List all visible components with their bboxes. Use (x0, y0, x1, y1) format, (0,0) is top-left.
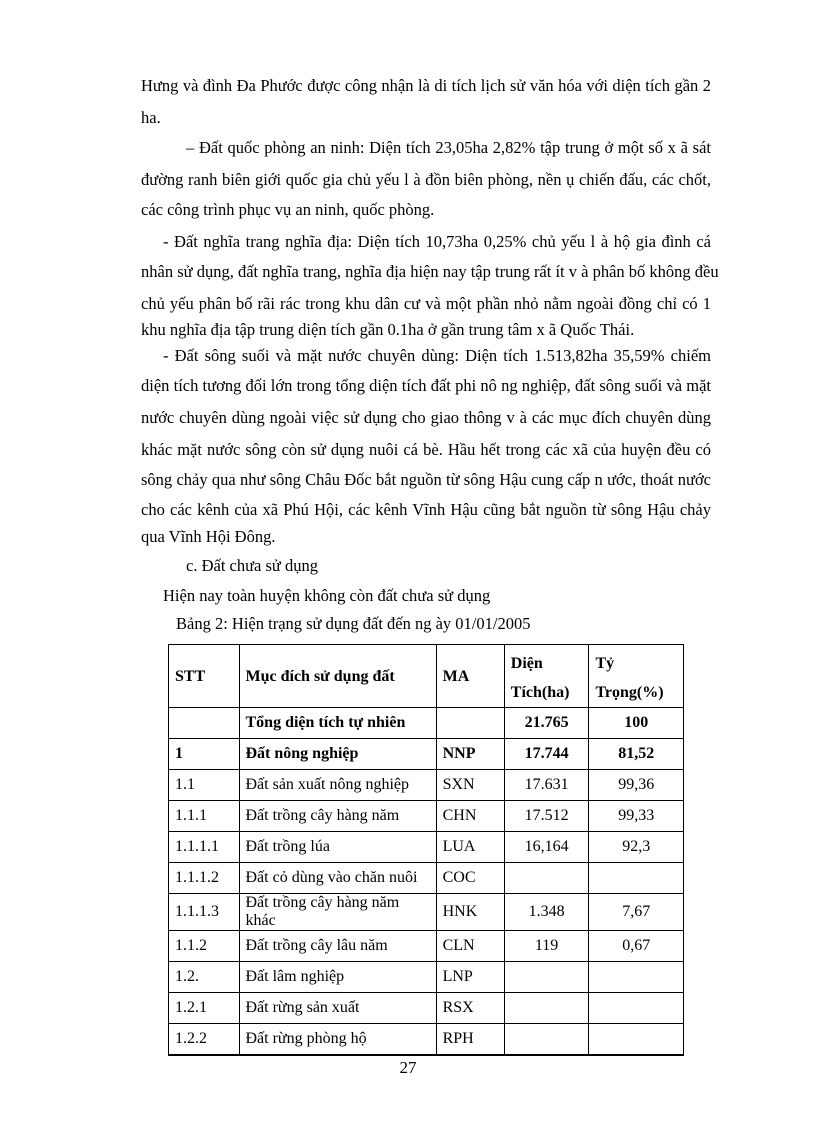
cell-share (589, 1024, 684, 1056)
table-row (169, 801, 684, 832)
table-header-row (169, 645, 684, 708)
paragraph-line: qua Vĩnh Hội Đông. (141, 527, 276, 546)
cell-share: 7,67 (589, 894, 684, 931)
cell-purpose: Đất trồng cây hàng năm (239, 801, 436, 832)
paragraph-line: khu nghĩa địa tập trung diện tích gần 0.1ha ở gần trung tâm x ã Quốc Thái. (141, 320, 635, 339)
table-row (169, 832, 684, 863)
cell-code: COC (436, 863, 504, 894)
cell-stt: 1.1.1.2 (169, 863, 240, 894)
paragraph-line: nhân sử dụng, đất nghĩa trang, nghĩa địa hiện nay tập trung rất ít v à phân bố không đều (141, 262, 719, 281)
cell-area (504, 863, 589, 894)
table-row (169, 1024, 684, 1056)
cell-share: 0,67 (589, 931, 684, 962)
header-stt (169, 645, 240, 708)
cell-purpose: Đất rừng sản xuất (239, 993, 436, 1024)
cell-area: 16,164 (504, 832, 589, 863)
cell-area: 119 (504, 931, 589, 962)
cell-purpose: Đất lâm nghiệp (239, 962, 436, 993)
cell-stt: 1 (169, 739, 240, 770)
cell-stt: 1.2.1 (169, 993, 240, 1024)
paragraph-line: Hiện nay toàn huyện không còn đất chưa sử dụng (163, 586, 491, 605)
paragraph-line: đường ranh biên giới quốc gia chủ yếu l à đồn biên phòng, nền ụ chiến đấu, các chốt, (141, 170, 711, 189)
cell-stt: 1.1.2 (169, 931, 240, 962)
cell-stt (169, 708, 240, 739)
cell-code: CLN (436, 931, 504, 962)
paragraph-line: sông chảy qua như sông Châu Đốc bắt nguồn từ sông Hậu cung cấp n ước, thoát nước (141, 470, 711, 489)
cell-purpose: Đất cỏ dùng vào chăn nuôi (239, 863, 436, 894)
page-number: 27 (399, 1058, 417, 1077)
cell-stt: 1.1.1.1 (169, 832, 240, 863)
cell-share: 99,33 (589, 801, 684, 832)
paragraph-line: các công trình phục vụ an ninh, quốc phòng. (141, 200, 435, 219)
cell-stt: 1.1.1.3 (169, 894, 240, 931)
cell-code: LUA (436, 832, 504, 863)
cell-code: CHN (436, 801, 504, 832)
table-row (169, 993, 684, 1024)
paragraph-line: - Đất nghĩa trang nghĩa địa: Diện tích 10,73ha 0,25% chủ yếu l à hộ gia đình cá (163, 232, 711, 251)
cell-code (436, 708, 504, 739)
table-row (169, 739, 684, 770)
table-row (169, 931, 684, 962)
cell-area: 17.631 (504, 770, 589, 801)
cell-share (589, 863, 684, 894)
cell-share (589, 962, 684, 993)
cell-stt: 1.1 (169, 770, 240, 801)
header-area-label-1: Diện (510, 655, 543, 672)
section-heading: c. Đất chưa sử dụng (186, 556, 318, 575)
cell-purpose: Đất trồng cây hàng năm khác (239, 894, 436, 931)
paragraph-line: nước chuyên dùng ngoài việc sử dụng cho giao thông v à các mục đích chuyên dùng (141, 408, 711, 427)
cell-stt: 1.1.1 (169, 801, 240, 832)
paragraph-line: cho các kênh của xã Phú Hội, các kênh Vĩnh Hậu cũng bắt nguồn từ sông Hậu chảy (141, 500, 711, 519)
header-share-label-1: Tỷ (595, 655, 615, 672)
header-code-label: MA (442, 667, 470, 685)
paragraph-line: diện tích tương đối lớn trong tổng diện tích đất phi nô ng nghiệp, đất sông suối và mặt (141, 376, 711, 395)
cell-share (589, 993, 684, 1024)
cell-purpose: Đất nông nghiệp (239, 739, 436, 770)
header-purpose (239, 645, 436, 708)
paragraph-line: chủ yếu phân bố rãi rác trong khu dân cư và một phần nhỏ nằm ngoài đồng chỉ có 1 (141, 294, 711, 313)
cell-area (504, 1024, 589, 1056)
cell-code: LNP (436, 962, 504, 993)
land-use-table (168, 644, 684, 1056)
cell-stt: 1.2.2 (169, 1024, 240, 1056)
cell-area: 21.765 (504, 708, 589, 739)
cell-purpose: Đất trồng cây lâu năm (239, 931, 436, 962)
table-row (169, 894, 684, 931)
paragraph-line: ha. (141, 108, 161, 127)
cell-area (504, 962, 589, 993)
header-share (589, 645, 684, 708)
cell-area: 17.512 (504, 801, 589, 832)
cell-purpose: Tổng diện tích tự nhiên (239, 708, 436, 739)
cell-share: 100 (589, 708, 684, 739)
cell-code: SXN (436, 770, 504, 801)
cell-purpose: Đất trồng lúa (239, 832, 436, 863)
cell-share: 81,52 (589, 739, 684, 770)
cell-area: 17.744 (504, 739, 589, 770)
header-area-label-2: Tích(ha) (510, 684, 570, 701)
table-row (169, 962, 684, 993)
cell-stt: 1.2. (169, 962, 240, 993)
cell-share: 99,36 (589, 770, 684, 801)
cell-code: HNK (436, 894, 504, 931)
cell-code: RPH (436, 1024, 504, 1056)
cell-share: 92,3 (589, 832, 684, 863)
paragraph-line: Hưng và đình Đa Phước được công nhận là di tích lịch sử văn hóa với diện tích gần 2 (141, 76, 711, 95)
cell-area: 1.348 (504, 894, 589, 931)
table-row (169, 708, 684, 739)
paragraph-line: khác mặt nước sông còn sử dụng nuôi cá bè. Hầu hết trong các xã của huyện đều có (141, 440, 711, 459)
cell-purpose: Đất sản xuất nông nghiệp (239, 770, 436, 801)
table-row (169, 863, 684, 894)
cell-code: NNP (436, 739, 504, 770)
cell-code: RSX (436, 993, 504, 1024)
header-area (504, 645, 589, 708)
paragraph-line: – Đất quốc phòng an ninh: Diện tích 23,05ha 2,82% tập trung ở một số x ã sát (186, 138, 711, 157)
table-row (169, 770, 684, 801)
table-caption: Bảng 2: Hiện trạng sử dụng đất đến ng ày 01/01/2005 (176, 614, 531, 633)
header-purpose-label: Mục đích sử dụng đất (245, 667, 395, 685)
header-stt-label: STT (175, 667, 206, 685)
cell-purpose: Đất rừng phòng hộ (239, 1024, 436, 1056)
paragraph-line: - Đất sông suối và mặt nước chuyên dùng: Diện tích 1.513,82ha 35,59% chiếm (163, 346, 711, 365)
cell-area (504, 993, 589, 1024)
header-code (436, 645, 504, 708)
header-share-label-2: Trọng(%) (595, 684, 664, 701)
